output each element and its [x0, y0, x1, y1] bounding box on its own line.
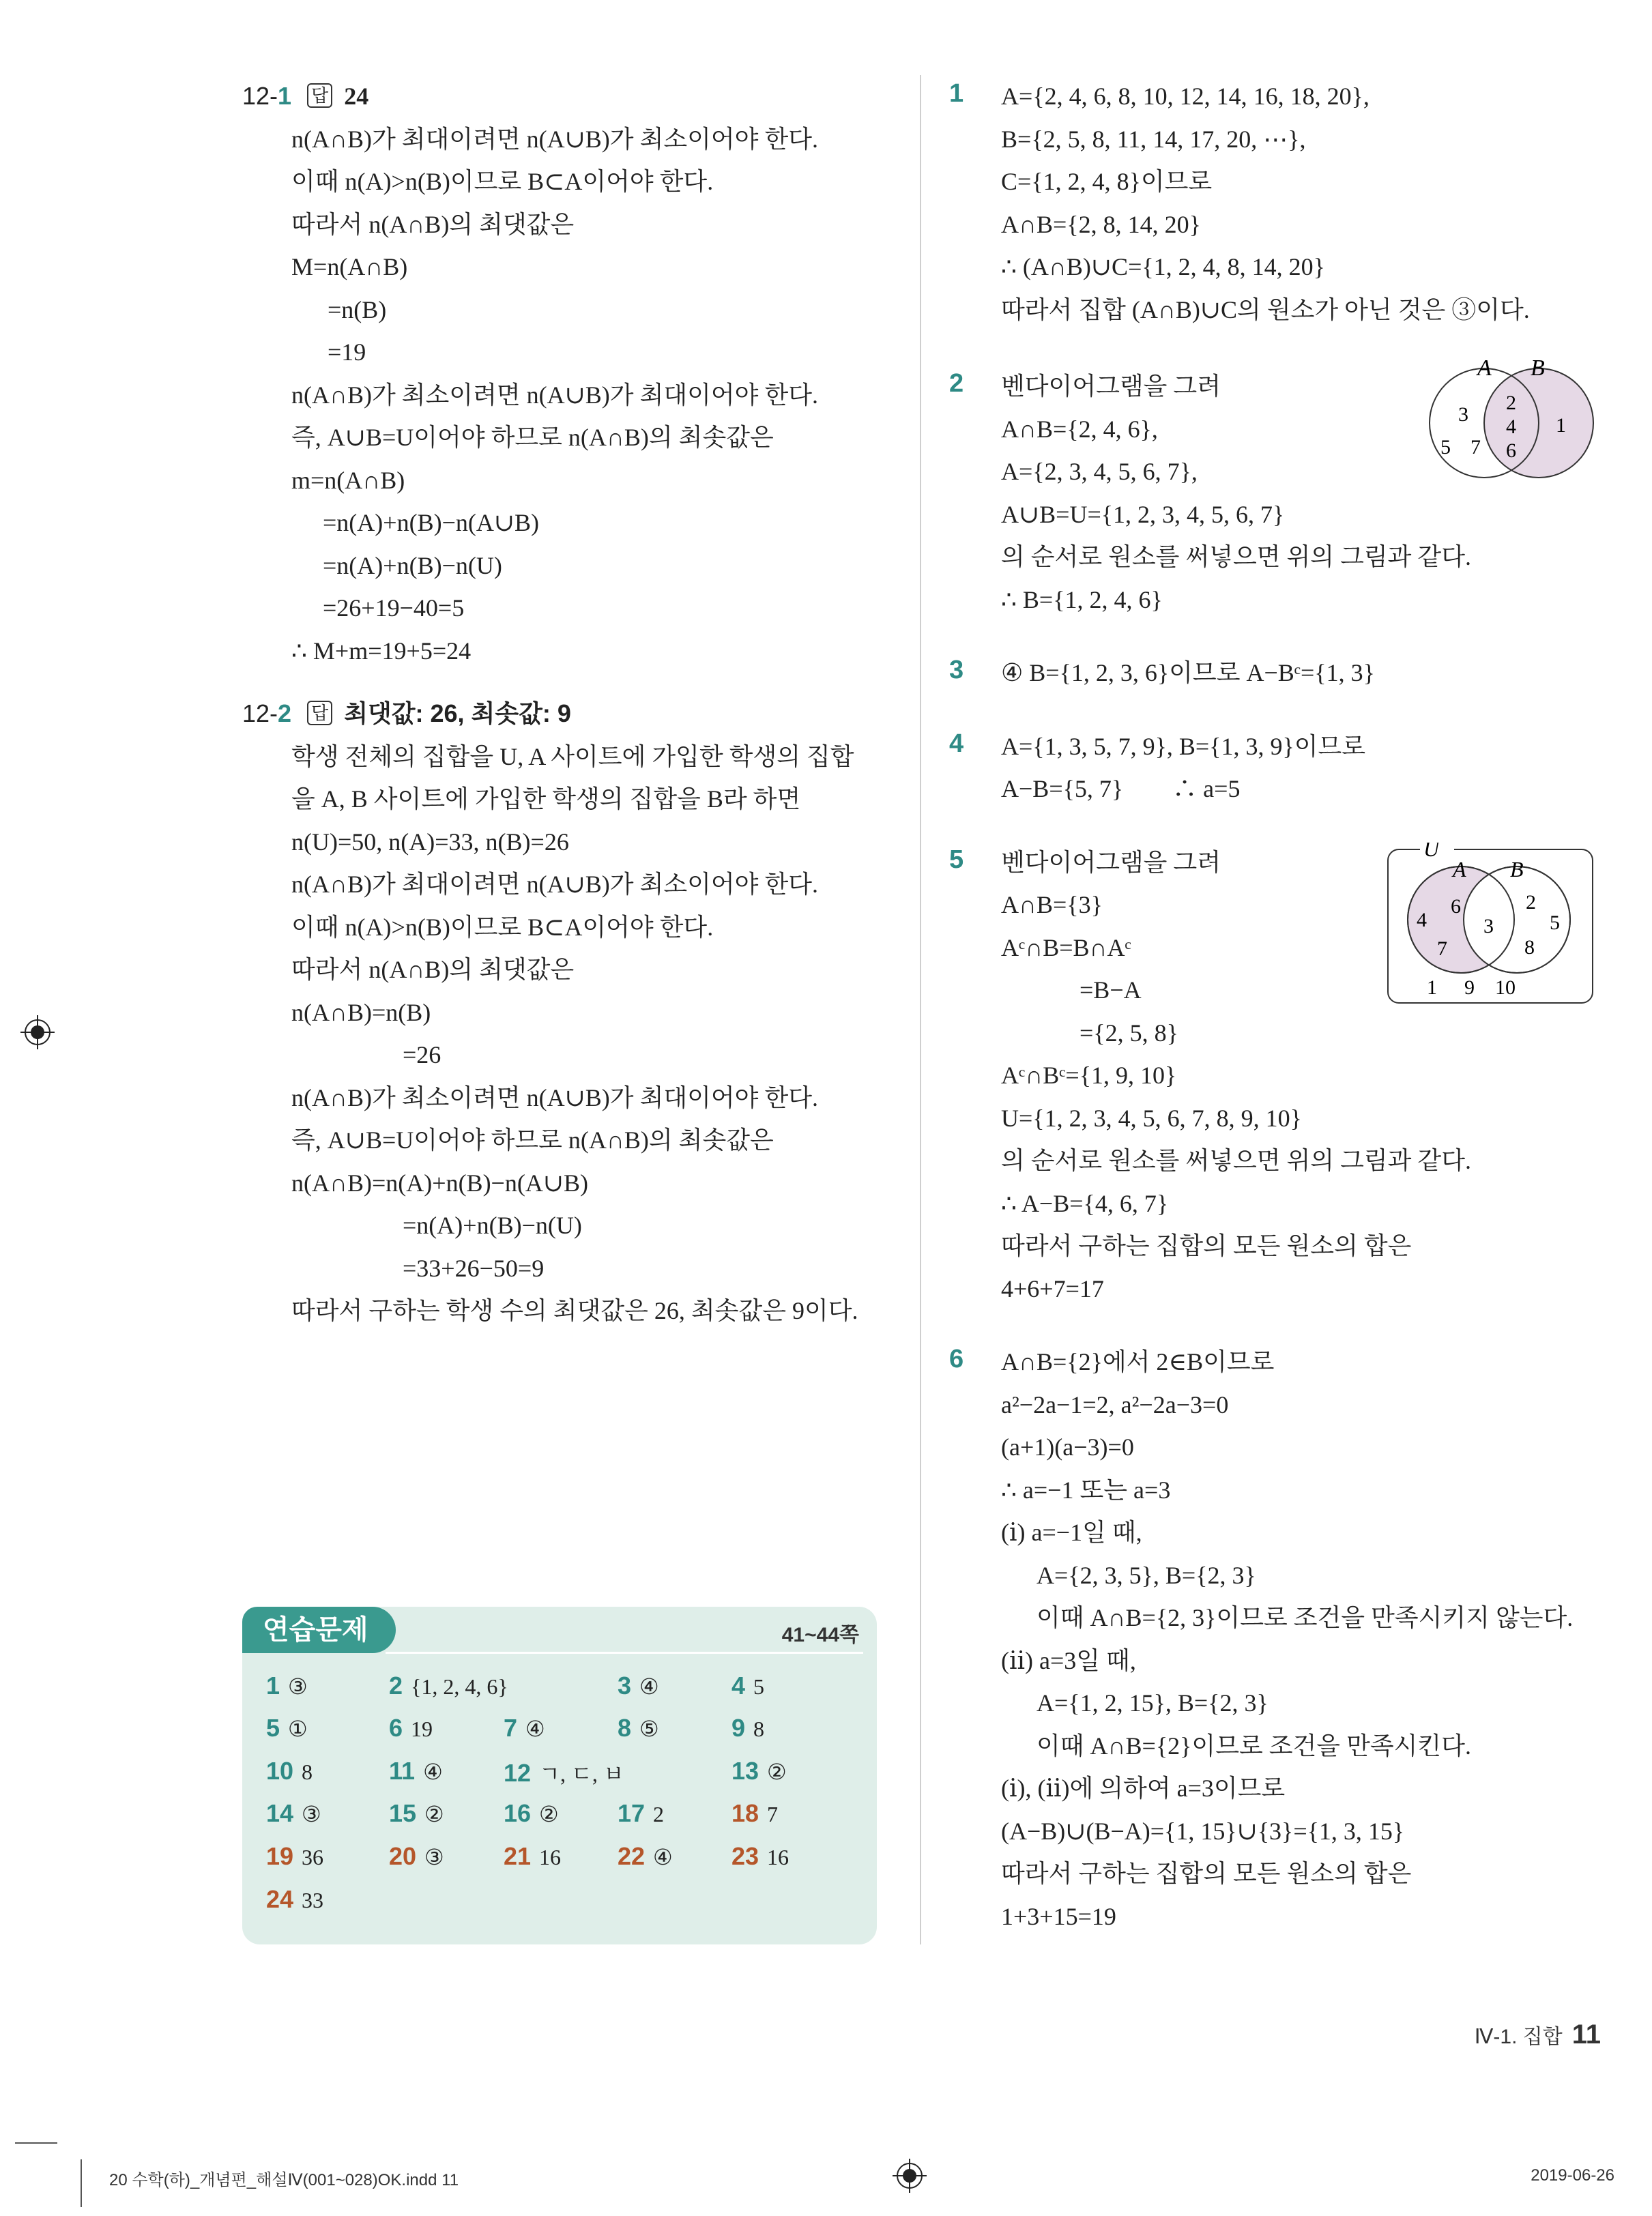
item-number: 23	[731, 1842, 759, 1870]
practice-item	[389, 1757, 443, 1785]
item-number: 21	[504, 1842, 532, 1870]
problem-number-prefix: 12-	[242, 82, 278, 110]
solution-line: (A−B)∪(B−A)={1, 15}∪{3}={1, 3, 15}	[1001, 1817, 1405, 1845]
solution-line: n(A∩B)가 최소이려면 n(A∪B)가 최대이어야 한다.	[291, 381, 818, 409]
column-divider	[920, 75, 921, 1944]
item-answer: ㄱ, ㄷ, ㅂ	[539, 1762, 624, 1786]
solution-line: 따라서 n(A∩B)의 최댓값은	[291, 210, 575, 238]
solution-line: n(U)=50, n(A)=33, n(B)=26	[291, 828, 569, 856]
answer-tag: 답	[307, 701, 332, 725]
solution-line: ∴ B={1, 2, 4, 6}	[1001, 585, 1163, 613]
item-answer: ④	[639, 1674, 659, 1699]
practice-item	[266, 1885, 323, 1914]
item-answer: ②	[424, 1802, 444, 1826]
item-number: 24	[266, 1885, 294, 1913]
answer-value: 최댓값: 26, 최솟값: 9	[344, 699, 571, 727]
problem-3	[949, 652, 1607, 695]
solution-line: m=n(A∩B)	[291, 466, 405, 494]
venn-label-b: B	[1531, 358, 1545, 381]
problem-1	[949, 75, 1607, 331]
solution-line: =B−A	[1079, 976, 1142, 1004]
solution-line: 따라서 집합 (A∩B)∪C의 원소가 아닌 것은 ③이다.	[1001, 295, 1530, 323]
venn-diagram-p5	[1386, 843, 1597, 1010]
venn-label-u: U	[1423, 842, 1440, 861]
item-number: 16	[504, 1799, 532, 1827]
solution-line: n(A∩B)=n(B)	[291, 998, 431, 1026]
item-number: 10	[266, 1757, 294, 1785]
solution-line: =26+19−40=5	[323, 594, 465, 622]
practice-rule	[386, 1652, 863, 1654]
practice-item	[731, 1799, 778, 1828]
item-answer: ⑤	[639, 1717, 659, 1741]
registration-mark-icon	[20, 1015, 55, 1049]
practice-item	[618, 1842, 673, 1871]
venn-label-a: A	[1477, 358, 1492, 381]
solution-line: A∪B=U={1, 2, 3, 4, 5, 6, 7}	[1001, 500, 1285, 528]
item-answer: ④	[653, 1845, 673, 1869]
venn-element: 4	[1506, 416, 1516, 438]
problem-number: 4	[949, 729, 964, 758]
venn-element: 1	[1427, 976, 1437, 999]
venn-element: 5	[1550, 911, 1560, 934]
solution-line: 따라서 n(A∩B)의 최댓값은	[291, 956, 575, 983]
solution-line: ∴ a=−1 또는 a=3	[1001, 1476, 1171, 1504]
venn-element: 3	[1483, 914, 1494, 937]
item-number: 9	[731, 1714, 746, 1742]
problem-6	[949, 1341, 1607, 1938]
item-answer: ②	[539, 1802, 559, 1826]
solution-line: Aᶜ∩Bᶜ={1, 9, 10}	[1001, 1062, 1177, 1089]
section-label: Ⅳ-1. 집합	[1474, 2026, 1563, 2048]
problem-2	[949, 358, 1607, 621]
solution-line: ={2, 5, 8}	[1079, 1019, 1178, 1047]
practice-item	[389, 1672, 508, 1700]
solution-line: 이때 n(A)>n(B)이므로 B⊂A이어야 한다.	[291, 168, 714, 195]
item-answer: 36	[302, 1845, 324, 1869]
solution-line: (ⅱ) a=3일 때,	[1001, 1646, 1136, 1674]
item-number: 18	[731, 1799, 759, 1827]
item-answer: 8	[302, 1760, 313, 1784]
solution-line: n(A∩B)=n(A)+n(B)−n(A∪B)	[291, 1169, 589, 1197]
item-answer: ②	[767, 1760, 787, 1784]
venn-diagram-p2	[1416, 358, 1614, 491]
solution-line: 을 A, B 사이트에 가입한 학생의 집합을 B라 하면	[291, 785, 801, 813]
item-answer: {1, 2, 4, 6}	[411, 1674, 508, 1699]
problem-number	[242, 699, 291, 727]
item-number: 4	[731, 1672, 746, 1700]
solution-line: 학생 전체의 집합을 U, A 사이트에 가입한 학생의 집합	[291, 742, 854, 770]
solution-line: (ⅰ), (ⅱ)에 의하여 a=3이므로	[1001, 1775, 1286, 1802]
practice-item	[504, 1757, 624, 1788]
answer-value: 24	[344, 83, 369, 110]
item-number: 3	[618, 1672, 632, 1700]
item-number: 13	[731, 1757, 759, 1785]
item-answer: 19	[411, 1717, 433, 1741]
venn-element: 7	[1437, 937, 1447, 960]
solution-line: (a+1)(a−3)=0	[1001, 1433, 1134, 1461]
venn-element: 5	[1440, 436, 1451, 458]
venn-element: 4	[1417, 908, 1427, 931]
solution-line: 즉, A∪B=U이어야 하므로 n(A∩B)의 최솟값은	[291, 424, 774, 451]
item-answer: ③	[288, 1674, 308, 1699]
practice-title: 연습문제	[242, 1607, 396, 1653]
item-answer: 2	[653, 1802, 665, 1826]
item-answer: ③	[424, 1845, 444, 1869]
practice-item	[731, 1842, 789, 1871]
venn-element: 8	[1524, 935, 1535, 959]
problem-number: 3	[949, 656, 964, 684]
venn-element: 6	[1451, 894, 1461, 918]
practice-pages: 41~44쪽	[781, 1624, 859, 1646]
item-number: 20	[389, 1842, 417, 1870]
venn-element: 1	[1556, 414, 1566, 437]
item-number: 2	[389, 1672, 403, 1700]
venn-element: 2	[1526, 890, 1536, 914]
solution-line: A={1, 3, 5, 7, 9}, B={1, 3, 9}이므로	[1001, 732, 1366, 760]
item-number: 5	[266, 1714, 280, 1742]
problem-header	[242, 692, 884, 735]
solution-line: 이때 A∩B={2}이므로 조건을 만족시킨다.	[1037, 1732, 1471, 1760]
item-number: 17	[618, 1799, 646, 1827]
item-answer: 5	[753, 1674, 765, 1699]
item-number: 6	[389, 1714, 403, 1742]
item-answer: 16	[539, 1845, 562, 1869]
crop-mark	[81, 2159, 82, 2207]
practice-item	[731, 1672, 764, 1700]
practice-item	[266, 1672, 308, 1700]
item-number: 19	[266, 1842, 294, 1870]
solution-line: 즉, A∪B=U이어야 하므로 n(A∩B)의 최솟값은	[291, 1126, 774, 1154]
practice-answers-box	[242, 1607, 877, 1944]
item-answer: ④	[423, 1760, 443, 1784]
practice-item	[731, 1757, 787, 1785]
practice-item	[504, 1842, 561, 1871]
problem-4	[949, 725, 1607, 811]
problem-number-suffix: 1	[278, 82, 292, 110]
item-number: 7	[504, 1714, 518, 1742]
practice-item	[618, 1799, 664, 1828]
problem-number: 5	[949, 845, 964, 874]
solution-line: A={2, 3, 4, 5, 6, 7},	[1001, 458, 1198, 485]
solution-line: A∩B={2, 8, 14, 20}	[1001, 210, 1201, 238]
venn-label-a: A	[1453, 856, 1466, 881]
item-answer: 33	[302, 1888, 324, 1912]
solution-line: 4+6+7=17	[1001, 1274, 1104, 1302]
problem-12-2	[242, 692, 884, 1332]
solution-line: 벤다이어그램을 그려	[1001, 848, 1221, 876]
practice-item	[731, 1714, 764, 1743]
solution-line: A−B={5, 7} ∴ a=5	[1001, 775, 1241, 802]
problem-12-1	[242, 75, 884, 672]
item-answer: ③	[302, 1802, 321, 1826]
solution-line: M=n(A∩B)	[291, 253, 408, 280]
solution-line: U={1, 2, 3, 4, 5, 6, 7, 8, 9, 10}	[1001, 1104, 1302, 1132]
solution-line: ∴ M+m=19+5=24	[291, 637, 472, 665]
item-answer: ①	[288, 1717, 308, 1741]
solution-line: 의 순서로 원소를 써넣으면 위의 그림과 같다.	[1001, 543, 1471, 570]
practice-item	[389, 1714, 433, 1743]
solution-line: A∩B={3}	[1001, 891, 1103, 918]
venn-svg	[1416, 358, 1614, 488]
solution-line: A={2, 4, 6, 8, 10, 12, 14, 16, 18, 20},	[1001, 83, 1370, 110]
venn-element: 9	[1464, 976, 1475, 999]
item-number: 12	[504, 1759, 532, 1787]
solution-line: =19	[328, 338, 366, 366]
venn-element: 2	[1506, 392, 1516, 414]
solution-line: 의 순서로 원소를 써넣으면 위의 그림과 같다.	[1001, 1147, 1471, 1174]
answer-tag: 답	[307, 83, 332, 108]
solution-line: 1+3+15=19	[1001, 1902, 1116, 1930]
venn-element: 7	[1470, 436, 1481, 458]
practice-item	[504, 1714, 545, 1743]
item-number: 14	[266, 1799, 294, 1827]
item-number: 11	[389, 1757, 416, 1785]
solution-line: A∩B={2}에서 2∈B이므로	[1001, 1348, 1275, 1375]
venn-element: 3	[1458, 403, 1468, 426]
solution-line: ∴ A−B={4, 6, 7}	[1001, 1189, 1169, 1217]
item-answer: 16	[767, 1845, 789, 1869]
venn-element: 6	[1506, 439, 1516, 462]
item-answer: ④	[525, 1717, 545, 1741]
solution-line: 이때 n(A)>n(B)이므로 B⊂A이어야 한다.	[291, 913, 714, 941]
venn-element: 10	[1495, 976, 1516, 999]
solution-line: =n(A)+n(B)−n(U)	[323, 551, 502, 579]
practice-item	[618, 1714, 659, 1743]
solution-line: C={1, 2, 4, 8}이므로	[1001, 168, 1213, 195]
solution-line: A∩B={2, 4, 6},	[1001, 415, 1158, 443]
venn-label-b: B	[1510, 856, 1524, 881]
solution-line: =n(B)	[328, 295, 387, 323]
problem-number: 6	[949, 1345, 964, 1373]
item-number: 15	[389, 1799, 417, 1827]
practice-item	[618, 1672, 659, 1700]
problem-number: 2	[949, 369, 964, 398]
left-column	[242, 75, 884, 1332]
print-date: 2019-06-26	[1531, 2166, 1614, 2185]
solution-line: (ⅰ) a=−1일 때,	[1001, 1519, 1142, 1546]
solution-line: =n(A)+n(B)−n(A∪B)	[323, 509, 540, 536]
item-answer: 7	[767, 1802, 779, 1826]
page-footer	[1475, 2020, 1601, 2050]
problem-number	[242, 82, 291, 110]
item-answer: 8	[753, 1717, 765, 1741]
practice-item	[266, 1757, 313, 1785]
right-column	[949, 75, 1607, 1938]
practice-item	[504, 1799, 559, 1828]
solution-line: n(A∩B)가 최대이려면 n(A∪B)가 최소이어야 한다.	[291, 871, 818, 898]
practice-item	[266, 1714, 308, 1743]
solution-line: Aᶜ∩B=B∩Aᶜ	[1001, 933, 1131, 961]
solution-line: 이때 A∩B={2, 3}이므로 조건을 만족시키지 않는다.	[1037, 1604, 1574, 1631]
solution-line: B={2, 5, 8, 11, 14, 17, 20, ⋯},	[1001, 125, 1306, 153]
solution-line: a²−2a−1=2, a²−2a−3=0	[1001, 1390, 1229, 1418]
solution-line: ④ B={1, 2, 3, 6}이므로 A−Bᶜ={1, 3}	[1001, 659, 1375, 686]
solution-line: A={1, 2, 15}, B={2, 3}	[1037, 1689, 1269, 1717]
problem-number-suffix: 2	[278, 699, 292, 727]
problem-header	[242, 75, 884, 118]
solution-line: =n(A)+n(B)−n(U)	[403, 1212, 582, 1239]
solution-line: 벤다이어그램을 그려	[1001, 373, 1221, 400]
solution-line: ∴ (A∩B)∪C={1, 2, 4, 8, 14, 20}	[1001, 253, 1325, 280]
file-name: 20 수학(하)_개념편_해설Ⅳ(001~028)OK.indd 11	[109, 2171, 459, 2189]
solution-line: n(A∩B)가 최대이려면 n(A∪B)가 최소이어야 한다.	[291, 125, 818, 153]
practice-item	[266, 1842, 323, 1871]
item-number: 1	[266, 1672, 280, 1700]
registration-mark-icon	[893, 2159, 927, 2193]
solution-line: =26	[403, 1041, 441, 1068]
solution-line: n(A∩B)가 최소이려면 n(A∪B)가 최대이어야 한다.	[291, 1083, 818, 1111]
solution-line: =33+26−50=9	[403, 1254, 545, 1282]
problem-5	[949, 841, 1607, 1311]
practice-item	[389, 1842, 444, 1871]
page-number: 11	[1571, 2020, 1601, 2050]
venn-svg	[1386, 843, 1597, 1006]
practice-item	[266, 1799, 321, 1828]
item-number: 22	[618, 1842, 646, 1870]
practice-item	[389, 1799, 444, 1828]
solution-line: 따라서 구하는 학생 수의 최댓값은 26, 최솟값은 9이다.	[291, 1297, 858, 1324]
problem-number: 1	[949, 79, 964, 108]
crop-mark	[15, 2142, 57, 2144]
solution-line: 따라서 구하는 집합의 모든 원소의 합은	[1001, 1860, 1412, 1887]
solution-line: A={2, 3, 5}, B={2, 3}	[1037, 1561, 1256, 1589]
solution-line: 따라서 구하는 집합의 모든 원소의 합은	[1001, 1232, 1412, 1259]
problem-number-prefix: 12-	[242, 699, 278, 727]
item-number: 8	[618, 1714, 632, 1742]
